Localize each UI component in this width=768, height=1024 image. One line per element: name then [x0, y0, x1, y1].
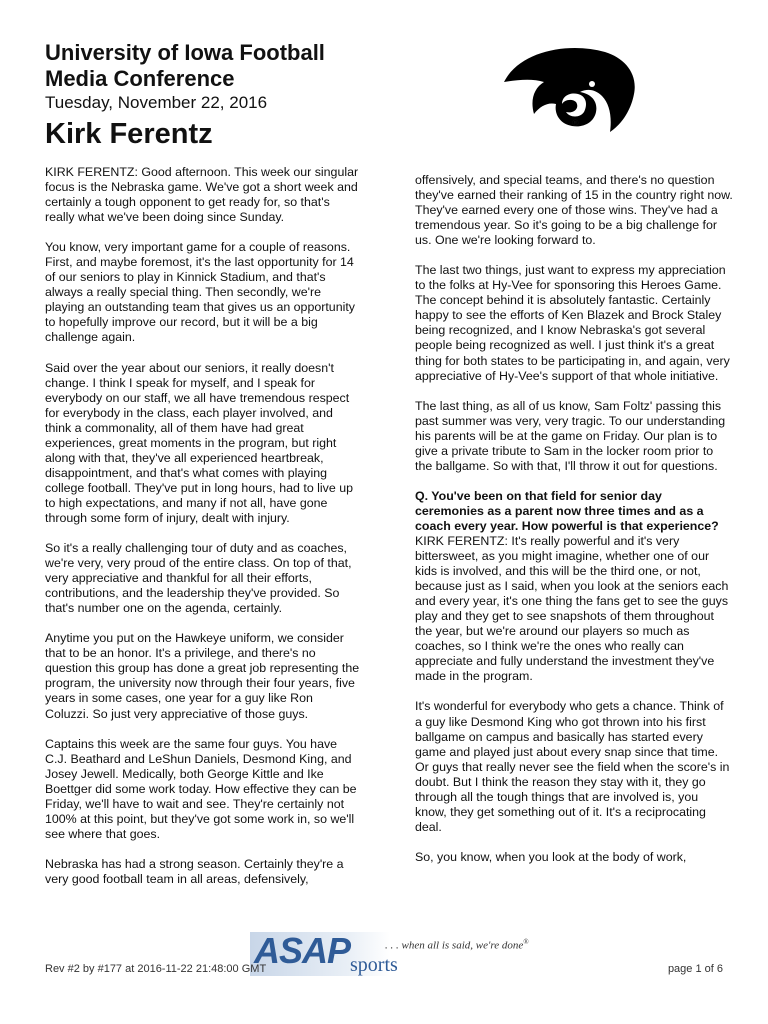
question-text: Q. You've been on that field for senior day ceremonies as a parent now three times and as a coach every year. How powerful is that experience?: [415, 488, 719, 533]
registered-mark: ®: [572, 118, 579, 128]
sports-brand-text: sports: [350, 954, 398, 976]
revision-info: Rev #2 by #177 at 2016-11-22 21:48:00 GMT: [45, 963, 267, 975]
paragraph: The last thing, as all of us know, Sam Foltz' passing this past summer was very, very tragic. To our understanding his parents will be at the game on Friday. Our plan is to give a private tribute to Sam in the locker room prior to the ballgame. So with that, I'll throw it out for questions.: [415, 398, 726, 473]
paragraph: Anytime you put on the Hawkeye uniform, we consider that to be an honor. It's a privilege, and there's no question this group has done a great job representing the program, the university now through their four years, five years in some cases, one year for a guy like Ron Coluzzi. So just very appreciative of those guys.: [45, 631, 360, 721]
speaker-name: Kirk Ferentz: [45, 118, 213, 150]
tagline-text: . . . when all is said, we're done: [385, 939, 524, 952]
tagline-registered-mark: ®: [523, 938, 529, 946]
paragraph: Nebraska has had a strong season. Certainly they're a very good football team in all areas, defensively,: [45, 856, 344, 886]
paragraph: Captains this week are the same four guys. You have C.J. Beathard and LeShun Daniels, Desmond King, and Josey Jewell. Medically, both George Kittle and Ike Boettger did some work today. How effective they can be Friday, we'll have to wait and see. They're certainly not 100% at this point, but they've got some work in, so we'll see where that goes.: [45, 736, 357, 841]
paragraph: The last two things, just want to express my appreciation to the folks at Hy-Vee for sponsoring this Heroes Game. The concept behind it is absolutely fantastic. Certainly happy to see the efforts of Ken Blazek and Brock Staley being recognized, and I know Nebraska's got several people being recognized as well. I just think it's a great thing for both states to be participating in, and again, very appreciative of Hy-Vee's support of that whole initiative.: [415, 263, 730, 383]
paragraph: It's wonderful for everybody who gets a chance. Think of a guy like Desmond King who got thrown into his first ballgame on campus and basically has started every game and played just about every snap since that time. Or guys that really never see the field when the score's in doubt. But I think the reason they stay with it, they go through all the tough things that are involved is, you know, they get something out of it. It's a reciprocating deal.: [415, 699, 730, 834]
org-title-line1: University of Iowa Football: [45, 40, 325, 65]
paragraph: So it's a really challenging tour of duty and as coaches, we're very, very proud of the entire class. On top of that, very appreciative and thankful for all their efforts, contributions, and the leadership they've provided. So that's number one on the agenda, certainly.: [45, 541, 352, 616]
column-left: [45, 165, 360, 902]
asap-tagline: [385, 938, 529, 952]
paragraph: KIRK FERENTZ: Good afternoon. This week our singular focus is the Nebraska game. We've got a short week and certainly a tough opponent to get ready for, so that's really what we've been doing since Sunday.: [45, 165, 359, 225]
answer-text: KIRK FERENTZ: It's really powerful and it's very bittersweet, as you might imagine, whether one of our kids is involved, and this will be the third one, or not, because just as I said, when you look at the seniors each and every year, it's one thing the fans get to see the guys play and they get to see snapshots of them throughout the year, but we're around our players so much as coaches, so I think we're the ones who really can appreciate and fully understand the investment they've made in the program.: [415, 533, 729, 684]
hawkeye-logo-svg: [500, 42, 640, 134]
question-block: [415, 489, 733, 685]
column-right: [415, 173, 733, 880]
paragraph: So, you know, when you look at the body of work,: [415, 849, 687, 864]
paragraph: Said over the year about our seniors, it really doesn't change. I think I speak for myself, and I speak for everybody on our staff, we all have tremendous respect for everybody in the class, each player involved, and think a commonality, all of them have had great experiences, great moments in the program, but right along with that, they've all experienced heartbreak, disappointment, and that's what comes with playing college football. They've put in long hours, had to live up to high expectations, and many if not all, have gone through some form of injury, dealt with injury.: [45, 360, 353, 525]
asap-brand-text: ASAP: [254, 930, 351, 971]
paragraph: offensively, and special teams, and there's no question they've earned their ranking of 15 in the country right now. They've earned every one of those wins. They've had a tremendous year. So it's going to be a big challenge for us. One we're looking forward to.: [415, 173, 733, 248]
document-header: [45, 40, 405, 152]
org-title-line2: Media Conference: [45, 66, 235, 91]
asap-sports-logo: [250, 930, 570, 980]
hawkeye-logo-icon: [500, 42, 640, 134]
conference-date: Tuesday, November 22, 2016: [45, 93, 268, 112]
page-number: page 1 of 6: [667, 963, 723, 975]
paragraph: You know, very important game for a couple of reasons. First, and maybe foremost, it's the last opportunity for 14 of our seniors to play in Kinnick Stadium, and that's always a really special thing. Then secondly, we're playing an outstanding team that gives us an opportunity to hopefully improve our record, but it will be a big challenge again.: [45, 240, 355, 345]
